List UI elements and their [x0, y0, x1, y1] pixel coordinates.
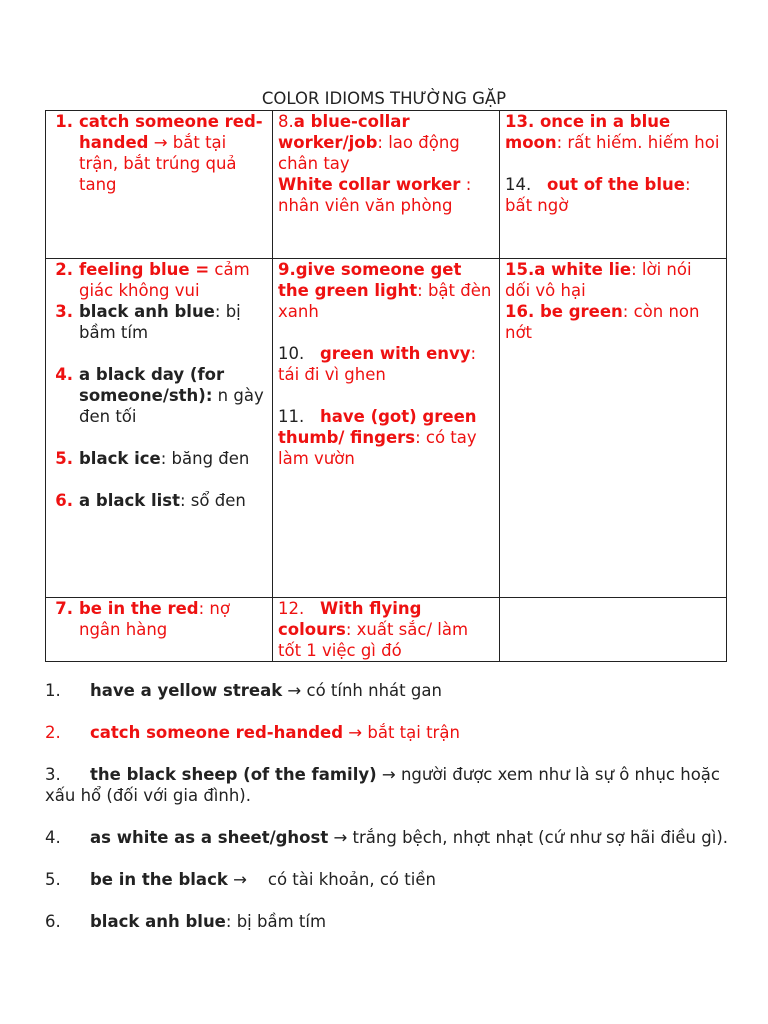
- list-item: 11. have (got) green thumb/ fingers: có tay làm vườn: [278, 407, 477, 468]
- list-item: 5. black ice: băng đen: [55, 449, 250, 468]
- idiom-text: With flying colours: [278, 599, 422, 639]
- table-cell: [46, 598, 273, 662]
- idiom-text: 15.a white lie: [505, 260, 632, 279]
- table-cell: [273, 259, 500, 598]
- idiom-list: [45, 680, 735, 953]
- idiom-text: as white as a sheet/ghost: [90, 828, 329, 847]
- list-item: 6. black anh blue: bị bầm tím: [45, 912, 327, 931]
- list-item: 3. the black sheep (of the family) → người được xem như là sự ô nhục hoặc xấu hổ (đối với gia đình).: [45, 765, 726, 805]
- list-item: [278, 259, 494, 322]
- idioms-table: [45, 110, 727, 662]
- meaning-text: → người được xem như là sự ô nhục hoặc xấu hổ (đối với gia đình).: [45, 765, 726, 805]
- idiom-text: green with envy: [320, 344, 471, 363]
- idiom-text: White collar worker: [278, 175, 461, 194]
- table-row: [46, 111, 727, 259]
- meaning-text: : tái đi vì ghen: [278, 344, 477, 384]
- meaning-text: : nợ ngân hàng: [79, 599, 230, 639]
- list-item: 1. catch someone red-handed → bắt tại trận, bắt trúng quả tang: [55, 112, 263, 194]
- meaning-text: → bắt tại trận: [343, 723, 460, 742]
- list-item: [505, 301, 721, 343]
- meaning-text: : có tay làm vườn: [278, 428, 477, 468]
- table-cell: [500, 111, 727, 259]
- meaning-text: n gày đen tối: [79, 386, 264, 426]
- table-row: [46, 598, 727, 662]
- meaning-text: : bị bầm tím: [79, 302, 241, 342]
- idiom-text: be in the black: [90, 870, 228, 889]
- idiom-text: have a yellow streak: [90, 681, 283, 700]
- list-item: 2. feeling blue = cảm giác không vui: [55, 260, 250, 300]
- table-cell: [500, 259, 727, 598]
- table-cell: [273, 111, 500, 259]
- idiom-text: out of the blue: [547, 175, 685, 194]
- meaning-text: bắt tại trận, bắt trúng quả tang: [79, 133, 237, 194]
- table-cell: [46, 111, 273, 259]
- list-item: 7. be in the red: nợ ngân hàng: [55, 599, 230, 639]
- idiom-text: have (got) green thumb/ fingers: [278, 407, 477, 447]
- list-item: 2. catch someone red-handed → bắt tại trận: [45, 723, 460, 742]
- idiom-text: be in the red: [79, 599, 199, 618]
- meaning-text: : bất ngờ: [505, 175, 691, 215]
- meaning-text: cảm giác không vui: [79, 260, 250, 300]
- table-row: [46, 259, 727, 598]
- idiom-text: black anh blue: [90, 912, 226, 931]
- meaning-text: → có tài khoản, có tiền: [227, 870, 436, 889]
- list-item: [505, 111, 721, 153]
- list-item: 10. green with envy: tái đi vì ghen: [278, 344, 477, 384]
- meaning-text: → có tính nhát gan: [282, 681, 442, 700]
- table-cell: [273, 598, 500, 662]
- idiom-text: a blue-collar worker/job: [278, 112, 410, 152]
- idiom-text: 16. be green: [505, 302, 623, 321]
- meaning-text: : lao động chân tay: [278, 133, 460, 173]
- idiom-text: a black list: [79, 491, 180, 510]
- idiom-text: the black sheep (of the family): [90, 765, 377, 784]
- idiom-text: a black day (for someone/sth):: [79, 365, 225, 405]
- list-item: 3. black anh blue: bị bầm tím: [55, 302, 241, 342]
- idiom-text: catch someone red-handed: [79, 112, 263, 152]
- list-item: 4. a black day (for someone/sth): n gày đen tối: [55, 365, 264, 426]
- meaning-text: → trắng bệch, nhợt nhạt (cứ như sợ hãi điều gì).: [328, 828, 728, 847]
- list-item: 8.a blue-collar worker/job: lao động chân tay: [278, 112, 460, 173]
- idiom-text: catch someone red-handed: [90, 723, 344, 742]
- meaning-text: : băng đen: [160, 449, 250, 468]
- meaning-text: : lời nói dối vô hại: [505, 260, 692, 300]
- meaning-text: : bật đèn xanh: [278, 281, 492, 321]
- meaning-text: : bị bầm tím: [225, 912, 327, 931]
- meaning-text: : xuất sắc/ làm tốt 1 việc gì đó: [278, 620, 469, 660]
- page-title: COLOR IDIOMS THƯỜNG GẶP: [261, 89, 507, 108]
- list-item: 5. be in the black → có tài khoản, có tiền: [45, 870, 436, 889]
- list-item: 4. as white as a sheet/ghost → trắng bệch, nhợt nhạt (cứ như sợ hãi điều gì).: [45, 828, 728, 847]
- list-item: 12. With flying colours: xuất sắc/ làm tốt 1 việc gì đó: [278, 599, 469, 660]
- idiom-text: black ice: [79, 449, 161, 468]
- idiom-text: black anh blue: [79, 302, 215, 321]
- idiom-text: 9.give someone get the green light: [278, 260, 462, 300]
- idiom-text: feeling blue =: [79, 260, 210, 279]
- list-item: [505, 259, 721, 301]
- list-item: [278, 174, 494, 216]
- idiom-text: 13. once in a blue moon: [505, 112, 671, 152]
- list-item: 6. a black list: sổ đen: [55, 491, 246, 510]
- list-item: 1. have a yellow streak → có tính nhát gan: [45, 681, 442, 700]
- meaning-text: : còn non nớt: [505, 302, 700, 342]
- meaning-text: : nhân viên văn phòng: [278, 175, 472, 215]
- table-cell: [46, 259, 273, 598]
- table-cell-empty: [500, 598, 727, 662]
- meaning-text: : sổ đen: [180, 491, 246, 510]
- list-item: 14. out of the blue: bất ngờ: [505, 175, 691, 215]
- meaning-text: : rất hiếm. hiếm hoi: [556, 133, 720, 152]
